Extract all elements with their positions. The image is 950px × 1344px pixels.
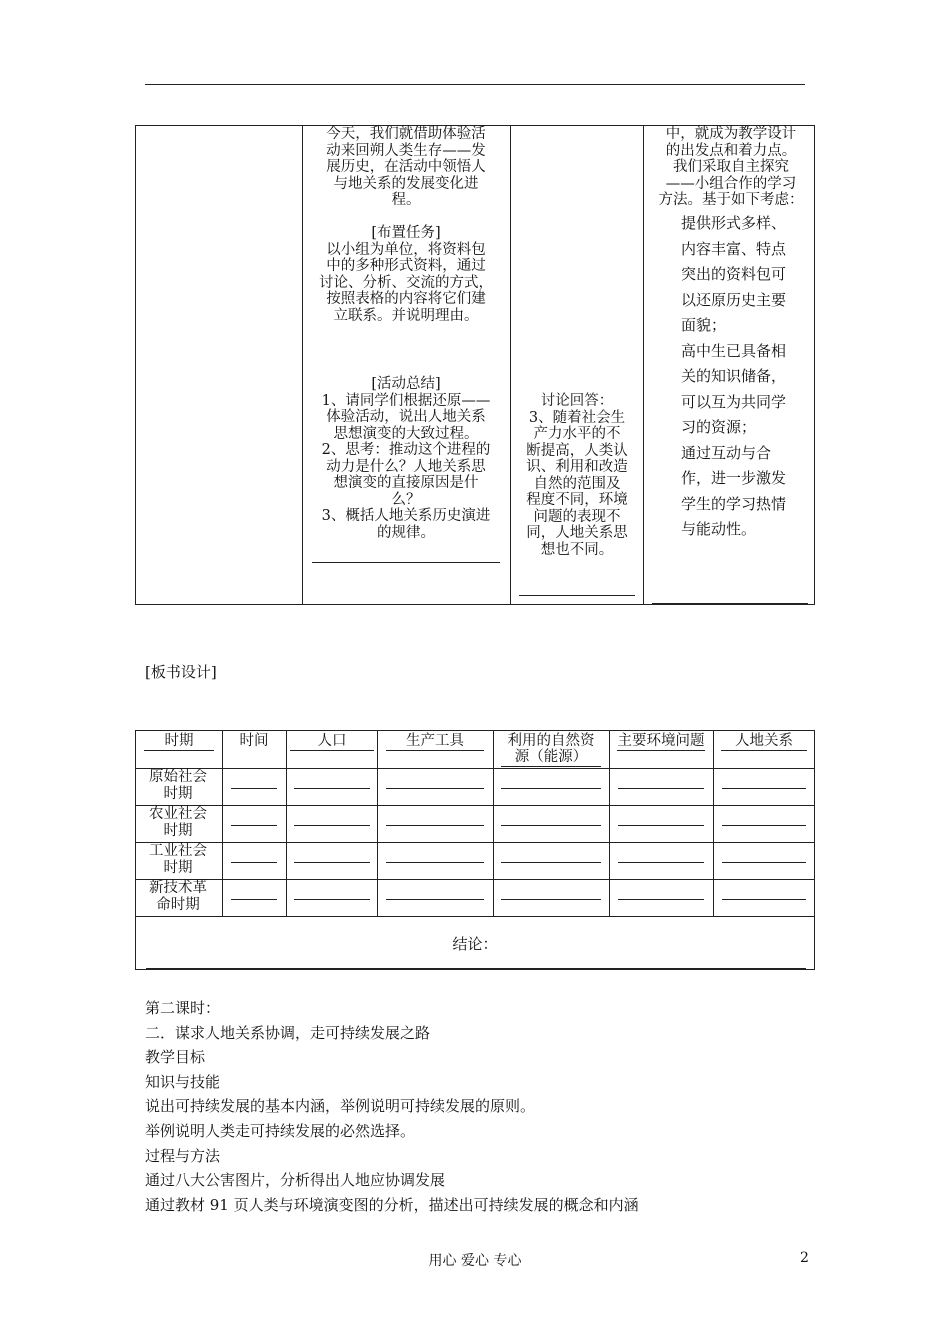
row-label-line: 农业社会 (149, 806, 207, 822)
body-line: 知识与技能 (145, 1072, 221, 1091)
body-line: 通过教材 91 页人类与环境演变图的分析，描述出可持续发展的概念和内涵 (145, 1195, 639, 1214)
header-tools: 生产工具 (386, 733, 484, 751)
summary-title: [活动总结] (371, 376, 441, 392)
column-divider (302, 126, 303, 604)
row-label-agricultural (138, 806, 218, 839)
row-label-line: 时期 (163, 822, 193, 839)
blank-line (386, 788, 484, 789)
row-divider (136, 768, 814, 769)
student-line: 同，人地关系思 (526, 525, 628, 541)
task-line: 按照表格的内容将它们建 (326, 291, 486, 307)
intent-line: 的出发点和着力点。 (665, 142, 797, 159)
row-divider (136, 879, 814, 880)
row-divider (136, 842, 814, 843)
answer-underline (519, 595, 635, 596)
task-line: 讨论、分析、交流的方式， (319, 274, 493, 291)
student-line: 产力水平的不 (533, 426, 621, 442)
row-label-line: 工业社会 (149, 843, 207, 859)
task-line: 中的多种形式资料，通过 (326, 258, 486, 274)
answer-underline (652, 603, 808, 604)
summary-line: 么？ (391, 491, 421, 508)
blank-line (231, 788, 277, 789)
header-time: 时间 (239, 733, 269, 749)
task-title: [布置任务] (371, 225, 441, 241)
row-label-line: 时期 (163, 859, 193, 876)
body-line: 说出可持续发展的基本内涵，举例说明可持续发展的原则。 (145, 1097, 536, 1116)
conclusion-underline (146, 968, 806, 969)
blank-line (722, 788, 806, 789)
reason-line: 内容丰富、特点 (681, 239, 787, 258)
row-label-industrial (138, 843, 218, 876)
board-design-title: [板书设计] (145, 663, 217, 681)
summary-line: 的规律。 (377, 524, 435, 541)
intent-line: 中，就成为教学设计 (665, 126, 797, 142)
body-line: 过程与方法 (145, 1146, 221, 1165)
row-divider (136, 916, 814, 917)
header-relationship: 人地关系 (721, 733, 807, 751)
intro-line: 程。 (391, 192, 421, 208)
summary-line: 2、思考：推动这个进程的 (321, 442, 491, 458)
conclusion-label: 结论： (452, 935, 498, 953)
intro-line: 与地关系的发展变化进 (333, 175, 479, 192)
column-divider (643, 126, 644, 604)
blank-line (386, 862, 484, 863)
blank-line (501, 825, 601, 826)
row-label-line: 新技术革 (149, 880, 207, 896)
summary-line: 1、请同学们根据还原—— (321, 392, 491, 409)
column-divider (609, 731, 610, 916)
blank-line (231, 899, 277, 900)
body-line: 第二课时： (145, 999, 221, 1017)
intro-line: 今天，我们就借助体验活 (326, 126, 486, 142)
blank-line (722, 899, 806, 900)
task-block (308, 225, 504, 324)
task-line: 立联系。并说明理由。 (333, 307, 479, 324)
row-divider (136, 805, 814, 806)
header-environment: 主要环境问题 (617, 733, 705, 749)
blank-line (294, 862, 370, 863)
design-intent-cell (647, 126, 815, 209)
summary-line: 思想演变的大致过程。 (333, 425, 479, 442)
summary-line: 想演变的直接原因是什 (333, 475, 479, 491)
row-label-line: 命时期 (156, 896, 200, 913)
blank-line (231, 862, 277, 863)
reasons-list (681, 211, 811, 543)
reason-line: 关的知识储备， (681, 367, 787, 385)
blank-line (231, 825, 277, 826)
column-divider (493, 731, 494, 916)
board-table (135, 730, 815, 970)
student-line: 讨论回答： (540, 393, 614, 409)
intent-line: ——小组合作的学习 (665, 175, 797, 192)
intent-line: 我们采取自主探究 (673, 159, 789, 175)
student-line: 识、利用和改造 (526, 459, 628, 475)
body-line: 通过八大公害图片，分析得出人地应协调发展 (145, 1171, 446, 1190)
intro-line: 展历史，在活动中领悟人 (326, 159, 486, 175)
student-line: 程度不同，环境 (526, 492, 628, 508)
row-label-new-tech (138, 880, 218, 913)
blank-line (501, 862, 601, 863)
reason-line: 学生的学习热情 (681, 494, 787, 513)
task-line: 以小组为单位，将资料包 (326, 241, 486, 258)
column-divider (713, 731, 714, 916)
reason-line: 作，进一步激发 (681, 469, 787, 487)
student-line: 3、随着社会生 (528, 409, 626, 426)
teacher-activity-cell (308, 126, 504, 209)
student-line: 想也不同。 (540, 541, 614, 558)
header-resources: 利用的自然资源（能源） (501, 733, 601, 767)
reason-line: 以还原历史主要 (681, 290, 787, 309)
reason-line: 通过互动与合 (681, 443, 772, 462)
student-line: 断提高，人类认 (526, 442, 628, 459)
blank-line (618, 862, 704, 863)
page-number: 2 (800, 1250, 809, 1266)
blank-line (618, 899, 704, 900)
lesson-body (145, 996, 639, 1217)
summary-line: 3、概括人地关系历史演进 (321, 508, 491, 524)
blank-line (294, 825, 370, 826)
body-line: 二．谋求人地关系协调，走可持续发展之路 (145, 1023, 431, 1042)
blank-line (294, 899, 370, 900)
reason-line: 习的资源； (681, 418, 757, 436)
blank-line (501, 899, 601, 900)
lesson-table (135, 125, 815, 605)
intent-line: 方法。基于如下考虑： (658, 192, 804, 208)
answer-underline (312, 562, 500, 563)
student-line: 问题的表现不 (533, 508, 621, 525)
reason-line: 提供形式多样、 (681, 214, 787, 232)
blank-line (722, 862, 806, 863)
body-line: 举例说明人类走可持续发展的必然选择。 (145, 1121, 416, 1140)
footer-motto: 用心 爱心 专心 (428, 1253, 522, 1269)
reason-line: 与能动性。 (681, 520, 757, 538)
column-divider (510, 126, 511, 604)
column-divider (222, 731, 223, 916)
reason-line: 可以互为共同学 (681, 392, 787, 411)
student-line: 自然的范围及 (533, 475, 621, 492)
reason-line: 高中生已具备相 (681, 341, 787, 360)
header-rule (145, 84, 805, 85)
column-divider (286, 731, 287, 916)
reason-line: 面貌； (681, 316, 727, 334)
summary-block (308, 376, 504, 541)
blank-line (386, 899, 484, 900)
reason-line: 突出的资料包可 (681, 265, 787, 283)
blank-line (501, 788, 601, 789)
body-line: 教学目标 (145, 1048, 206, 1067)
row-label-line: 原始社会 (149, 769, 207, 785)
blank-line (386, 825, 484, 826)
blank-line (618, 825, 704, 826)
summary-line: 体验活动，说出人地关系 (326, 409, 486, 425)
summary-line: 动力是什么？人地关系思 (326, 458, 486, 475)
row-label-primitive (138, 769, 218, 802)
header-population: 人口 (290, 733, 374, 751)
blank-line (618, 788, 704, 789)
student-activity-cell (514, 393, 640, 558)
intro-line: 动来回朔人类生存——发 (326, 142, 486, 159)
header-period: 时期 (144, 733, 214, 751)
row-label-line: 时期 (163, 785, 193, 802)
blank-line (294, 788, 370, 789)
blank-line (722, 825, 806, 826)
column-divider (377, 731, 378, 916)
